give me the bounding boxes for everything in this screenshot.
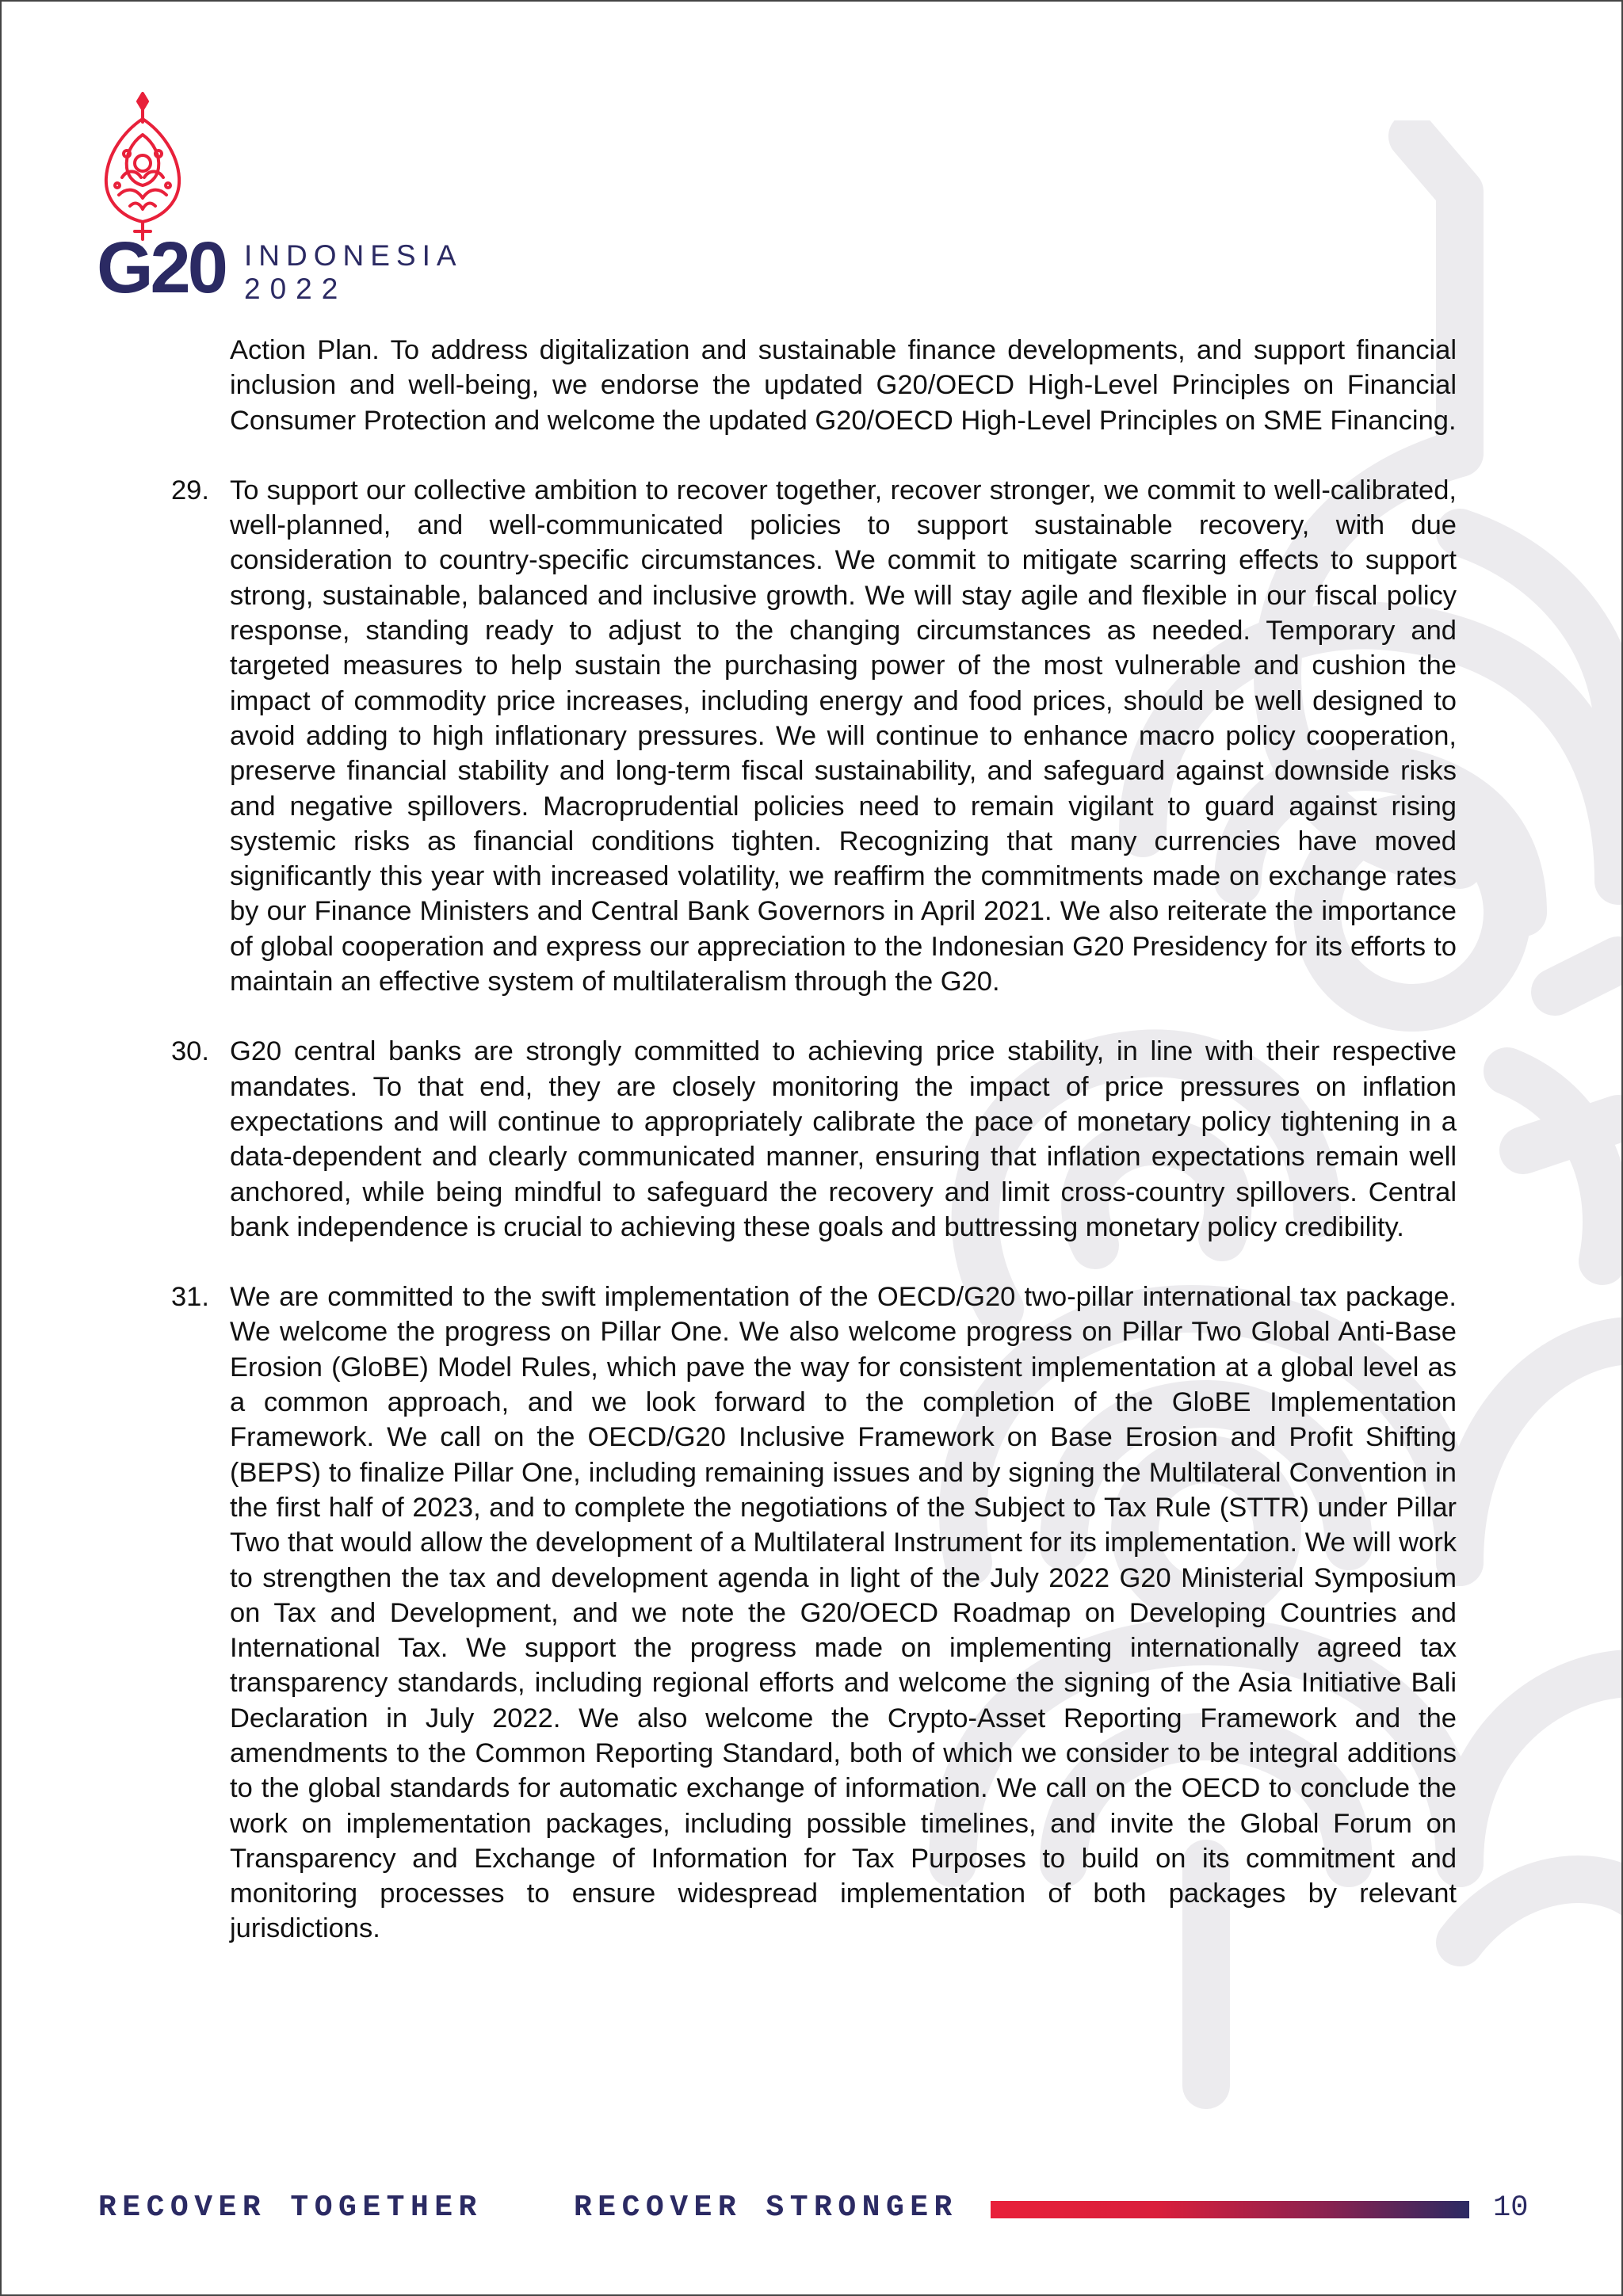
paragraph-29 — [166, 473, 1457, 999]
paragraph-31 — [166, 1280, 1457, 1947]
paragraph-text: Action Plan. To address digitalization and sustainable finance developments, and support financial inclusion and well-being, we endorse the updated G20/OECD High-Level Principles on Financial Consumer Protection and welcome the updated G20/OECD High-Level Principles on SME Financing. — [230, 335, 1457, 436]
paragraph-continuation — [166, 333, 1457, 438]
document-body — [166, 333, 1457, 1981]
logo-year-text: 2022 — [244, 273, 348, 305]
logo-country-text: INDONESIA — [244, 239, 463, 272]
gunungan-emblem-icon — [95, 90, 190, 241]
page-footer — [98, 2188, 1549, 2228]
paragraph-number: 31. — [171, 1282, 209, 1313]
paragraph-text: G20 central banks are strongly committed to achieving price stability, in line with their respective mandates. To that end, they are closely monitoring the impact of price pressures on inflation expectations and will continue to appropriately calibrate the pace of monetary policy tightening in a data-dependent and clearly communicated manner, ensuring that inflation expectations remain well anchored, while being mindful to safeguard the recovery and limit cross-country spillovers. Central bank independence is crucial to achieving these goals and buttressing monetary policy credibility. — [230, 1036, 1457, 1242]
page-number: 10 — [1493, 2191, 1529, 2225]
logo-g20-text: G20 — [97, 227, 225, 308]
paragraph-number: 30. — [171, 1036, 209, 1067]
paragraph-number: 29. — [171, 475, 209, 505]
g20-logo — [95, 90, 475, 308]
paragraph-text: To support our collective ambition to recover together, recover stronger, we commit to well-calibrated, well-planned, and well-communicated policies to support sustainable recovery, with due consideration to country-specific circumstances. We commit to mitigate scarring effects to support strong, sustainable, balanced and inclusive growth. We will stay agile and flexible in our fiscal policy response, standing ready to adjust to the changing circumstances as needed. Temporary and targeted measures to help sustain the purchasing power of the most vulnerable and cushion the impact of commodity price increases, including energy and food prices, should be well designed to avoid adding to high inflationary pressures. We will continue to enhance macro policy cooperation, preserve financial stability and long-term fiscal sustainability, and safeguard against downside risks and negative spillovers. Macroprudential policies need to remain vigilant to guard against rising systemic risks as financial conditions tighten. Recognizing that many currencies have moved significantly this year with increased volatility, we reaffirm the commitments made on exchange rates by our Finance Ministers and Central Bank Governors in April 2021. We also reiterate the importance of global cooperation and express our appreciation to the Indonesian G20 Presidency for its efforts to maintain an effective system of multilateralism through the G20. — [230, 475, 1457, 997]
footer-tagline-recover-together: RECOVER TOGETHER — [98, 2191, 483, 2225]
paragraph-30 — [166, 1034, 1457, 1245]
footer-tagline-recover-stronger: RECOVER STRONGER — [574, 2191, 958, 2225]
footer-gradient-bar — [991, 2201, 1469, 2218]
paragraph-text: We are committed to the swift implementation of the OECD/G20 two-pillar international tax package. We welcome the progress on Pillar One. We also welcome progress on Pillar Two Global Anti-Base Erosion (GloBE) Model Rules, which pave the way for consistent implementation at a global level as a common approach, and we look forward to the completion of the GloBE Implementation Framework. We call on the OECD/G20 Inclusive Framework on Base Erosion and Profit Shifting (BEPS) to finalize Pillar One, including remaining issues and by signing the Multilateral Convention in the first half of 2023, and to complete the negotiations of the Subject to Tax Rule (STTR) under Pillar Two that would allow the development of a Multilateral Instrument for its implementation. We will work to strengthen the tax and development agenda in light of the July 2022 G20 Ministerial Symposium on Tax and Development, and we note the G20/OECD Roadmap on Developing Countries and International Tax. We support the progress made on implementing internationally agreed tax transparency standards, including regional efforts and welcome the signing of the Asia Initiative Bali Declaration in July 2022. We also welcome the Crypto-Asset Reporting Framework and the amendments to the Common Reporting Standard, both of which we consider to be integral additions to the global standards for automatic exchange of information. We call on the OECD to conclude the work on implementation packages, including possible timelines, and invite the Global Forum on Transparency and Exchange of Information for Tax Purposes to build on its commitment and monitoring processes to ensure widespread implementation of both packages by relevant jurisdictions. — [230, 1282, 1457, 1944]
